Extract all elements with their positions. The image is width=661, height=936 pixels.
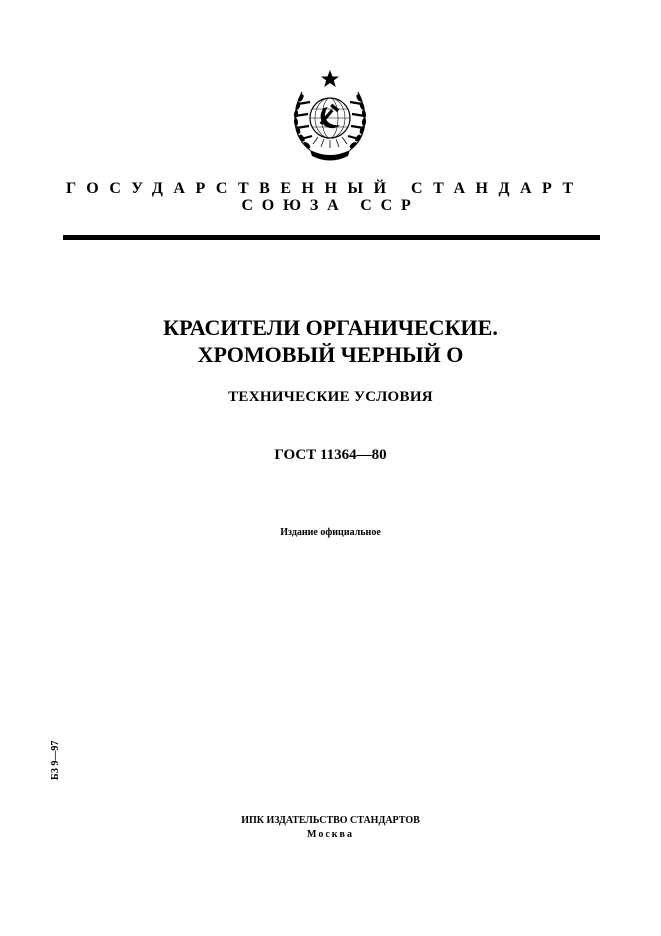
edition-note: Издание официальное <box>280 527 381 538</box>
ussr-heading: СОЮЗА ССР <box>241 197 420 214</box>
header-divider <box>63 235 600 240</box>
document-title-line-1: КРАСИТЕЛИ ОРГАНИЧЕСКИЕ. <box>163 315 498 340</box>
document-title-line-2: ХРОМОВЫЙ ЧЕРНЫЙ О <box>197 342 464 367</box>
publisher-city: Москва <box>307 829 354 840</box>
document-subtitle: ТЕХНИЧЕСКИЕ УСЛОВИЯ <box>228 389 433 405</box>
state-standard-heading: ГОСУДАРСТВЕННЫЙ СТАНДАРТ <box>66 180 584 197</box>
ussr-state-emblem-icon <box>280 68 380 168</box>
publisher-name: ИПК ИЗДАТЕЛЬСТВО СТАНДАРТОВ <box>241 815 420 826</box>
side-code: БЗ 9—97 <box>50 740 61 780</box>
standard-number: ГОСТ 11364—80 <box>274 447 387 463</box>
